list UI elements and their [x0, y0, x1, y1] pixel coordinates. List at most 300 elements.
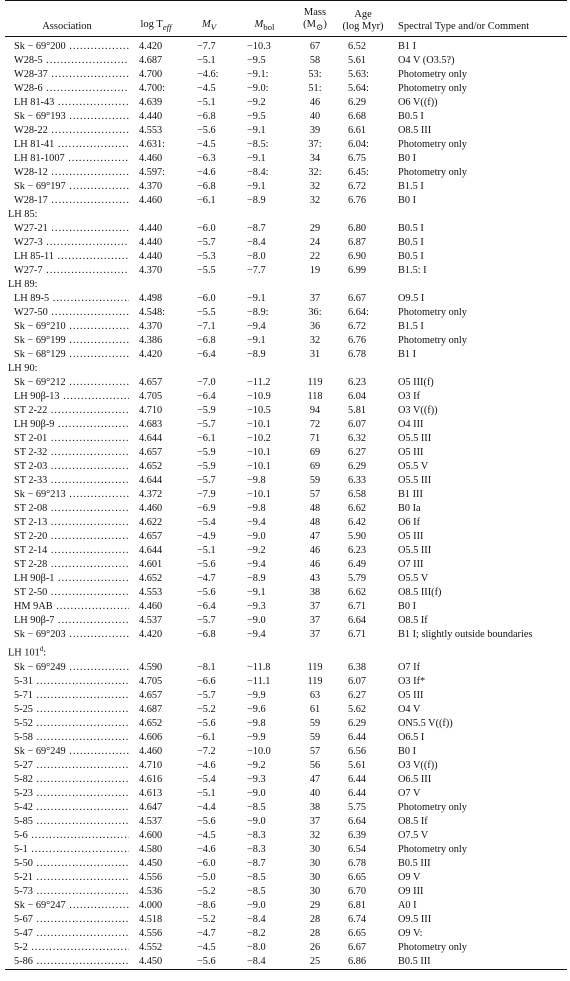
- age-cell: 6.39: [348, 829, 367, 841]
- spectral-type-cell: B1.5: I: [398, 265, 427, 277]
- association-cell: 5-21 .....: [5, 871, 129, 885]
- age-cell: 6.27: [348, 447, 367, 459]
- spectral-type-cell: B1 III: [398, 489, 423, 501]
- mass-cell: 72: [309, 419, 321, 431]
- mv-cell: −6.1: [197, 731, 216, 743]
- mass-cell: 118: [307, 391, 323, 403]
- association-cell: 5-31 .....: [5, 675, 129, 689]
- age-cell: 6.78: [348, 857, 367, 869]
- spectral-type-cell: O6 If: [398, 517, 421, 529]
- mbol-cell: −8.4: [247, 913, 266, 925]
- spectral-type-cell: O8.5 III: [398, 125, 432, 137]
- age-cell: 6.23: [348, 377, 367, 389]
- association-cell: ST 2-08 .....: [5, 502, 129, 516]
- log-teff-cell: 4.440: [139, 223, 163, 235]
- mbol-cell: −8.2: [247, 927, 266, 939]
- mv-cell: −4.5: [197, 139, 216, 151]
- table-row: [5, 418, 567, 432]
- mass-cell: 69: [309, 461, 321, 473]
- header-mv: $M_V$: [201, 19, 217, 33]
- spectral-type-cell: B0 I: [398, 745, 417, 757]
- spectral-type-cell: Photometry only: [398, 941, 467, 953]
- log-teff-cell: 4.420: [139, 41, 163, 53]
- mbol-cell: −10.5: [247, 405, 271, 417]
- log-teff-cell: 4.647: [139, 801, 163, 813]
- table-row: [5, 871, 567, 885]
- mv-cell: −5.1: [197, 545, 216, 557]
- spectral-type-cell: Photometry only: [398, 167, 467, 179]
- age-cell: 6.64: [348, 815, 367, 827]
- mass-cell: 37:: [308, 139, 322, 151]
- header-mass: Mass $(M_⊙)$: [303, 7, 327, 33]
- association-cell: Sk − 69°212 .....: [5, 376, 129, 390]
- association-cell: W28-5 .....: [5, 54, 129, 68]
- mv-cell: −4.4: [197, 801, 216, 813]
- table-row: [5, 474, 567, 488]
- age-cell: 6.33: [348, 475, 367, 487]
- mbol-cell: −9.9: [247, 731, 266, 743]
- mv-cell: −5.6: [197, 125, 216, 137]
- log-teff-cell: 4.460: [139, 153, 163, 165]
- log-teff-cell: 4.657: [139, 531, 163, 543]
- table-row: [5, 460, 567, 474]
- spectral-type-cell: Photometry only: [398, 801, 467, 813]
- mv-cell: −5.9: [197, 447, 216, 459]
- mbol-cell: −9.4: [247, 517, 266, 529]
- age-cell: 6.72: [348, 181, 367, 193]
- mbol-cell: −10.3: [247, 41, 271, 53]
- mbol-cell: −9.0: [247, 615, 266, 627]
- association-cell: Sk − 69°247 .....: [5, 899, 129, 913]
- association-cell: 5-50 .....: [5, 857, 129, 871]
- log-teff-cell: 4.597:: [139, 167, 166, 179]
- mass-cell: 31: [309, 349, 321, 361]
- mv-cell: −4.6: [197, 167, 216, 179]
- mass-cell: 24: [309, 237, 321, 249]
- mass-cell: 46: [309, 545, 321, 557]
- mbol-cell: −9.0: [247, 899, 266, 911]
- table-row: [5, 236, 567, 250]
- age-cell: 6.45:: [348, 167, 369, 179]
- mass-cell: 63: [309, 689, 321, 701]
- mbol-cell: −7.7: [247, 265, 266, 277]
- mv-cell: −6.9: [197, 503, 216, 515]
- mv-cell: −7.2: [197, 745, 216, 757]
- log-teff-cell: 4.440: [139, 251, 163, 263]
- mv-cell: −6.8: [197, 335, 216, 347]
- table-row: [5, 96, 567, 110]
- association-cell: HM 9AB .....: [5, 600, 129, 614]
- age-cell: 6.29: [348, 717, 367, 729]
- mv-cell: −4.5: [197, 829, 216, 841]
- log-teff-cell: 4.652: [139, 461, 163, 473]
- log-teff-cell: 4.372: [139, 489, 163, 501]
- mv-cell: −7.9: [197, 489, 216, 501]
- association-cell: 5-23 .....: [5, 787, 129, 801]
- log-teff-cell: 4.683: [139, 419, 163, 431]
- spectral-type-cell: O5.5 III: [398, 475, 432, 487]
- log-teff-cell: 4.601: [139, 559, 163, 571]
- mass-cell: 37: [309, 815, 321, 827]
- spectral-type-cell: O4 III: [398, 419, 424, 431]
- mv-cell: −6.3: [197, 153, 216, 165]
- mass-cell: 38: [309, 587, 321, 599]
- table-row: [5, 446, 567, 460]
- spectral-type-cell: Photometry only: [398, 335, 467, 347]
- table-row: [5, 675, 567, 689]
- mbol-cell: −9.5: [247, 55, 266, 67]
- log-teff-cell: 4.652: [139, 573, 163, 585]
- header-log-teff: $\log T_{eff}$: [140, 19, 172, 33]
- association-cell: Sk − 68°129 .....: [5, 348, 129, 362]
- age-cell: 6.68: [348, 111, 367, 123]
- table-row: [5, 955, 567, 970]
- table-row: [5, 292, 567, 306]
- association-cell: LH 90β-13 .....: [5, 390, 129, 404]
- log-teff-cell: 4.710: [139, 405, 163, 417]
- table-row: [5, 348, 567, 362]
- table-row: [5, 927, 567, 941]
- mv-cell: −5.0: [197, 871, 216, 883]
- mass-cell: 29: [309, 223, 321, 235]
- mbol-cell: −10.1: [247, 447, 271, 459]
- mass-cell: 59: [309, 731, 321, 743]
- mbol-cell: −9.3: [247, 773, 266, 785]
- age-cell: 6.49: [348, 559, 367, 571]
- mv-cell: −6.4: [197, 601, 216, 613]
- mv-cell: −5.2: [197, 913, 216, 925]
- table-row: [5, 68, 567, 82]
- age-cell: 6.71: [348, 629, 367, 641]
- log-teff-cell: 4.370: [139, 265, 163, 277]
- spectral-type-cell: O7 V: [398, 787, 421, 799]
- spectral-type-cell: O5.5 V: [398, 573, 429, 585]
- age-cell: 6.76: [348, 335, 367, 347]
- log-teff-cell: 4.644: [139, 475, 163, 487]
- group-header-row: [5, 362, 567, 376]
- age-cell: 6.90: [348, 251, 367, 263]
- mbol-cell: −9.1: [247, 125, 266, 137]
- mv-cell: −5.1: [197, 97, 216, 109]
- mass-cell: 48: [309, 517, 321, 529]
- log-teff-cell: 4.590: [139, 661, 163, 673]
- mbol-cell: −9.1: [247, 587, 266, 599]
- age-cell: 6.99: [348, 265, 367, 277]
- table-row: [5, 152, 567, 166]
- table-row: [5, 572, 567, 586]
- mv-cell: −5.7: [197, 689, 216, 701]
- spectral-type-cell: B0 I: [398, 601, 417, 613]
- table-row: [5, 180, 567, 194]
- mbol-cell: −9.0: [247, 531, 266, 543]
- age-cell: 5.64:: [348, 83, 369, 95]
- log-teff-cell: 4.622: [139, 517, 163, 529]
- mv-cell: −6.1: [197, 433, 216, 445]
- age-cell: 6.44: [348, 731, 367, 743]
- table-row: [5, 661, 567, 675]
- spectral-type-cell: Photometry only: [398, 139, 467, 151]
- table-row: [5, 787, 567, 801]
- table-row: [5, 815, 567, 829]
- table-row: [5, 124, 567, 138]
- mass-cell: 40: [309, 787, 321, 799]
- age-cell: 6.23: [348, 545, 367, 557]
- log-teff-cell: 4.518: [139, 913, 163, 925]
- mv-cell: −4.9: [197, 531, 216, 543]
- mv-cell: −7.0: [197, 377, 216, 389]
- table-row: [5, 404, 567, 418]
- table-row: [5, 913, 567, 927]
- mass-cell: 119: [307, 377, 323, 389]
- association-cell: ST 2-32 .....: [5, 446, 129, 460]
- association-cell: ST 2-03 .....: [5, 460, 129, 474]
- association-cell: Sk − 69°249 .....: [5, 661, 129, 675]
- mv-cell: −7.1: [197, 321, 216, 333]
- spectral-type-cell: B0 Ia: [398, 503, 421, 515]
- spectral-type-cell: O5 III(f): [398, 377, 434, 389]
- mv-cell: −4.6: [197, 843, 216, 855]
- spectral-type-cell: O9 V:: [398, 927, 423, 939]
- mbol-cell: −9.2: [247, 97, 266, 109]
- mass-cell: 119: [307, 661, 323, 673]
- association-cell: W28-6 .....: [5, 82, 129, 96]
- group-label: LH 90:: [8, 363, 38, 375]
- mbol-cell: −9.6: [247, 703, 266, 715]
- mass-cell: 48: [309, 503, 321, 515]
- mbol-cell: −9.8: [247, 717, 266, 729]
- mbol-cell: −9.1: [247, 293, 266, 305]
- spectral-type-cell: Photometry only: [398, 83, 467, 95]
- mass-cell: 29: [309, 899, 321, 911]
- log-teff-cell: 4.613: [139, 787, 163, 799]
- mv-cell: −6.1: [197, 195, 216, 207]
- mbol-cell: −9.4: [247, 559, 266, 571]
- mbol-cell: −8.0: [247, 941, 266, 953]
- spectral-type-cell: O5 III: [398, 689, 424, 701]
- mass-cell: 57: [309, 745, 321, 757]
- log-teff-cell: 4.440: [139, 237, 163, 249]
- mbol-cell: −9.1:: [247, 69, 269, 81]
- association-cell: 5-71 .....: [5, 689, 129, 703]
- mass-cell: 34: [309, 153, 321, 165]
- age-cell: 5.62: [348, 703, 367, 715]
- spectral-type-cell: ON5.5 V((f)): [398, 717, 453, 729]
- mv-cell: −4.5: [197, 941, 216, 953]
- table-row: [5, 586, 567, 600]
- footnote-marker: d: [39, 645, 44, 654]
- spectral-type-cell: O3 If: [398, 391, 421, 403]
- mv-cell: −4.6:: [197, 69, 219, 81]
- mbol-cell: −10.1: [247, 419, 271, 431]
- mass-cell: 30: [309, 871, 321, 883]
- mass-cell: 71: [309, 433, 321, 445]
- mbol-cell: −9.0: [247, 787, 266, 799]
- spectral-type-cell: O3 V((f)): [398, 759, 438, 771]
- association-cell: Sk − 69°197 .....: [5, 180, 129, 194]
- table-row: [5, 138, 567, 152]
- table-row: [5, 600, 567, 614]
- association-cell: 5-86 .....: [5, 955, 129, 970]
- mass-cell: 58: [309, 55, 321, 67]
- mv-cell: −5.9: [197, 461, 216, 473]
- mass-cell: 32: [309, 195, 321, 207]
- mass-cell: 39: [309, 125, 321, 137]
- age-cell: 6.87: [348, 237, 367, 249]
- table-row: [5, 37, 567, 55]
- spectral-type-cell: O7 If: [398, 661, 421, 673]
- mv-cell: −6.8: [197, 629, 216, 641]
- mv-cell: −4.5: [197, 83, 216, 95]
- mbol-cell: −9.1: [247, 181, 266, 193]
- table-row: [5, 166, 567, 180]
- log-teff-cell: 4.631:: [139, 139, 166, 151]
- mass-cell: 47: [309, 773, 321, 785]
- mbol-cell: −9.8: [247, 475, 266, 487]
- mass-cell: 37: [309, 293, 321, 305]
- spectral-type-cell: O7.5 V: [398, 829, 429, 841]
- spectral-type-cell: O5 III: [398, 447, 424, 459]
- mbol-cell: −8.0: [247, 251, 266, 263]
- table-row: [5, 801, 567, 815]
- mass-cell: 26: [309, 941, 321, 953]
- spectral-type-cell: B1 I: [398, 41, 417, 53]
- spectral-type-cell: O9.5 I: [398, 293, 425, 305]
- age-cell: 6.74: [348, 913, 367, 925]
- mass-cell: 28: [309, 913, 321, 925]
- age-cell: 5.63:: [348, 69, 369, 81]
- age-cell: 6.04:: [348, 139, 369, 151]
- table-row: [5, 376, 567, 390]
- association-cell: LH 90β-7 .....: [5, 614, 129, 628]
- log-teff-cell: 4.370: [139, 321, 163, 333]
- age-cell: 6.64: [348, 615, 367, 627]
- log-teff-cell: 4.644: [139, 545, 163, 557]
- age-cell: 6.62: [348, 587, 367, 599]
- mbol-cell: −8.7: [247, 857, 266, 869]
- spectral-type-cell: B0.5 III: [390, 955, 567, 970]
- log-teff-cell: 4.616: [139, 773, 163, 785]
- spectral-type-cell: O5.5 III: [398, 545, 432, 557]
- spectral-type-cell: Photometry only: [398, 307, 467, 319]
- table-row: [5, 885, 567, 899]
- mbol-cell: −11.2: [247, 377, 271, 389]
- table-row: [5, 250, 567, 264]
- table-row: [5, 222, 567, 236]
- association-cell: ST 2-28 .....: [5, 558, 129, 572]
- mass-cell: 40: [309, 111, 321, 123]
- mv-cell: −6.0: [197, 293, 216, 305]
- age-cell: 6.58: [348, 489, 367, 501]
- mv-cell: −5.6: [197, 815, 216, 827]
- age-cell: 5.75: [348, 801, 367, 813]
- log-teff-cell: 4.687: [139, 703, 163, 715]
- log-teff-cell: 4.370: [139, 181, 163, 193]
- mv-cell: −5.5: [197, 307, 216, 319]
- association-cell: ST 2-22 .....: [5, 404, 129, 418]
- association-cell: Sk − 69°210 .....: [5, 320, 129, 334]
- mass-cell: 37: [309, 601, 321, 613]
- table-row: [5, 54, 567, 68]
- spectral-type-cell: O7 III: [398, 559, 424, 571]
- spectral-type-cell: B0 I: [398, 195, 417, 207]
- mv-cell: −5.7: [197, 419, 216, 431]
- log-teff-cell: 4.460: [139, 503, 163, 515]
- spectral-type-cell: O9 III: [398, 885, 424, 897]
- mbol-cell: −10.1: [247, 461, 271, 473]
- age-cell: 6.86: [336, 955, 390, 970]
- log-teff-cell: 4.657: [139, 447, 163, 459]
- spectral-type-cell: O5.5 V: [398, 461, 429, 473]
- mv-cell: −4.7: [197, 927, 216, 939]
- age-cell: 6.07: [348, 675, 367, 687]
- mass-cell: 119: [307, 675, 323, 687]
- spectral-type-cell: B1.5 I: [398, 181, 424, 193]
- mbol-cell: −9.5: [247, 111, 266, 123]
- age-cell: 6.62: [348, 503, 367, 515]
- mass-cell: 46: [309, 97, 321, 109]
- mass-cell: 61: [309, 703, 321, 715]
- association-cell: 5-25 .....: [5, 703, 129, 717]
- log-teff-cell: 4.460: [139, 745, 163, 757]
- association-cell: Sk − 69°203 .....: [5, 628, 129, 642]
- mass-cell: 32:: [308, 167, 322, 179]
- mbol-cell: −10.9: [247, 391, 271, 403]
- mv-cell: −5.9: [197, 405, 216, 417]
- table-row: [5, 194, 567, 208]
- table-row: [5, 899, 567, 913]
- association-cell: W27-50 .....: [5, 306, 129, 320]
- mass-cell: 36: [309, 321, 321, 333]
- age-cell: 5.90: [348, 531, 367, 543]
- age-cell: 6.04: [348, 391, 367, 403]
- association-cell: ST 2-13 .....: [5, 516, 129, 530]
- age-cell: 6.42: [348, 517, 367, 529]
- spectral-type-cell: O6.5 I: [398, 731, 425, 743]
- mv-cell: −8.6: [197, 899, 216, 911]
- table-row: [5, 829, 567, 843]
- spectral-type-cell: O6 V((f)): [398, 97, 438, 109]
- mass-cell: 67: [309, 41, 321, 53]
- table-row: [5, 264, 567, 278]
- group-header-row: [5, 208, 567, 222]
- table-row: [5, 773, 567, 787]
- mass-cell: 43: [309, 573, 321, 585]
- log-teff-cell: 4.552: [139, 941, 163, 953]
- mv-cell: −6.4: [197, 391, 216, 403]
- spectral-type-cell: O8.5 III(f): [398, 587, 442, 599]
- mass-cell: 32: [309, 335, 321, 347]
- table-row: [5, 320, 567, 334]
- table-row: [5, 941, 567, 955]
- log-teff-cell: 4.606: [139, 731, 163, 743]
- age-cell: 6.44: [348, 787, 367, 799]
- mbol-cell: −8.9: [247, 195, 266, 207]
- mbol-cell: −9.0:: [247, 83, 269, 95]
- mass-cell: 36:: [308, 307, 322, 319]
- mv-cell: −5.7: [197, 237, 216, 249]
- age-cell: 6.32: [348, 433, 367, 445]
- log-teff-cell: 4.440: [139, 111, 163, 123]
- mv-cell: −8.1: [197, 661, 216, 673]
- mass-cell: 32: [309, 181, 321, 193]
- spectral-type-cell: O9 V: [398, 871, 421, 883]
- mass-cell: 57: [309, 489, 321, 501]
- association-cell: LH 90β-1 .....: [5, 572, 129, 586]
- group-label: LH 89:: [8, 279, 38, 291]
- log-teff-cell: 4.639: [139, 97, 163, 109]
- mbol-cell: −10.2: [247, 433, 271, 445]
- mv-cell: −6.8: [197, 181, 216, 193]
